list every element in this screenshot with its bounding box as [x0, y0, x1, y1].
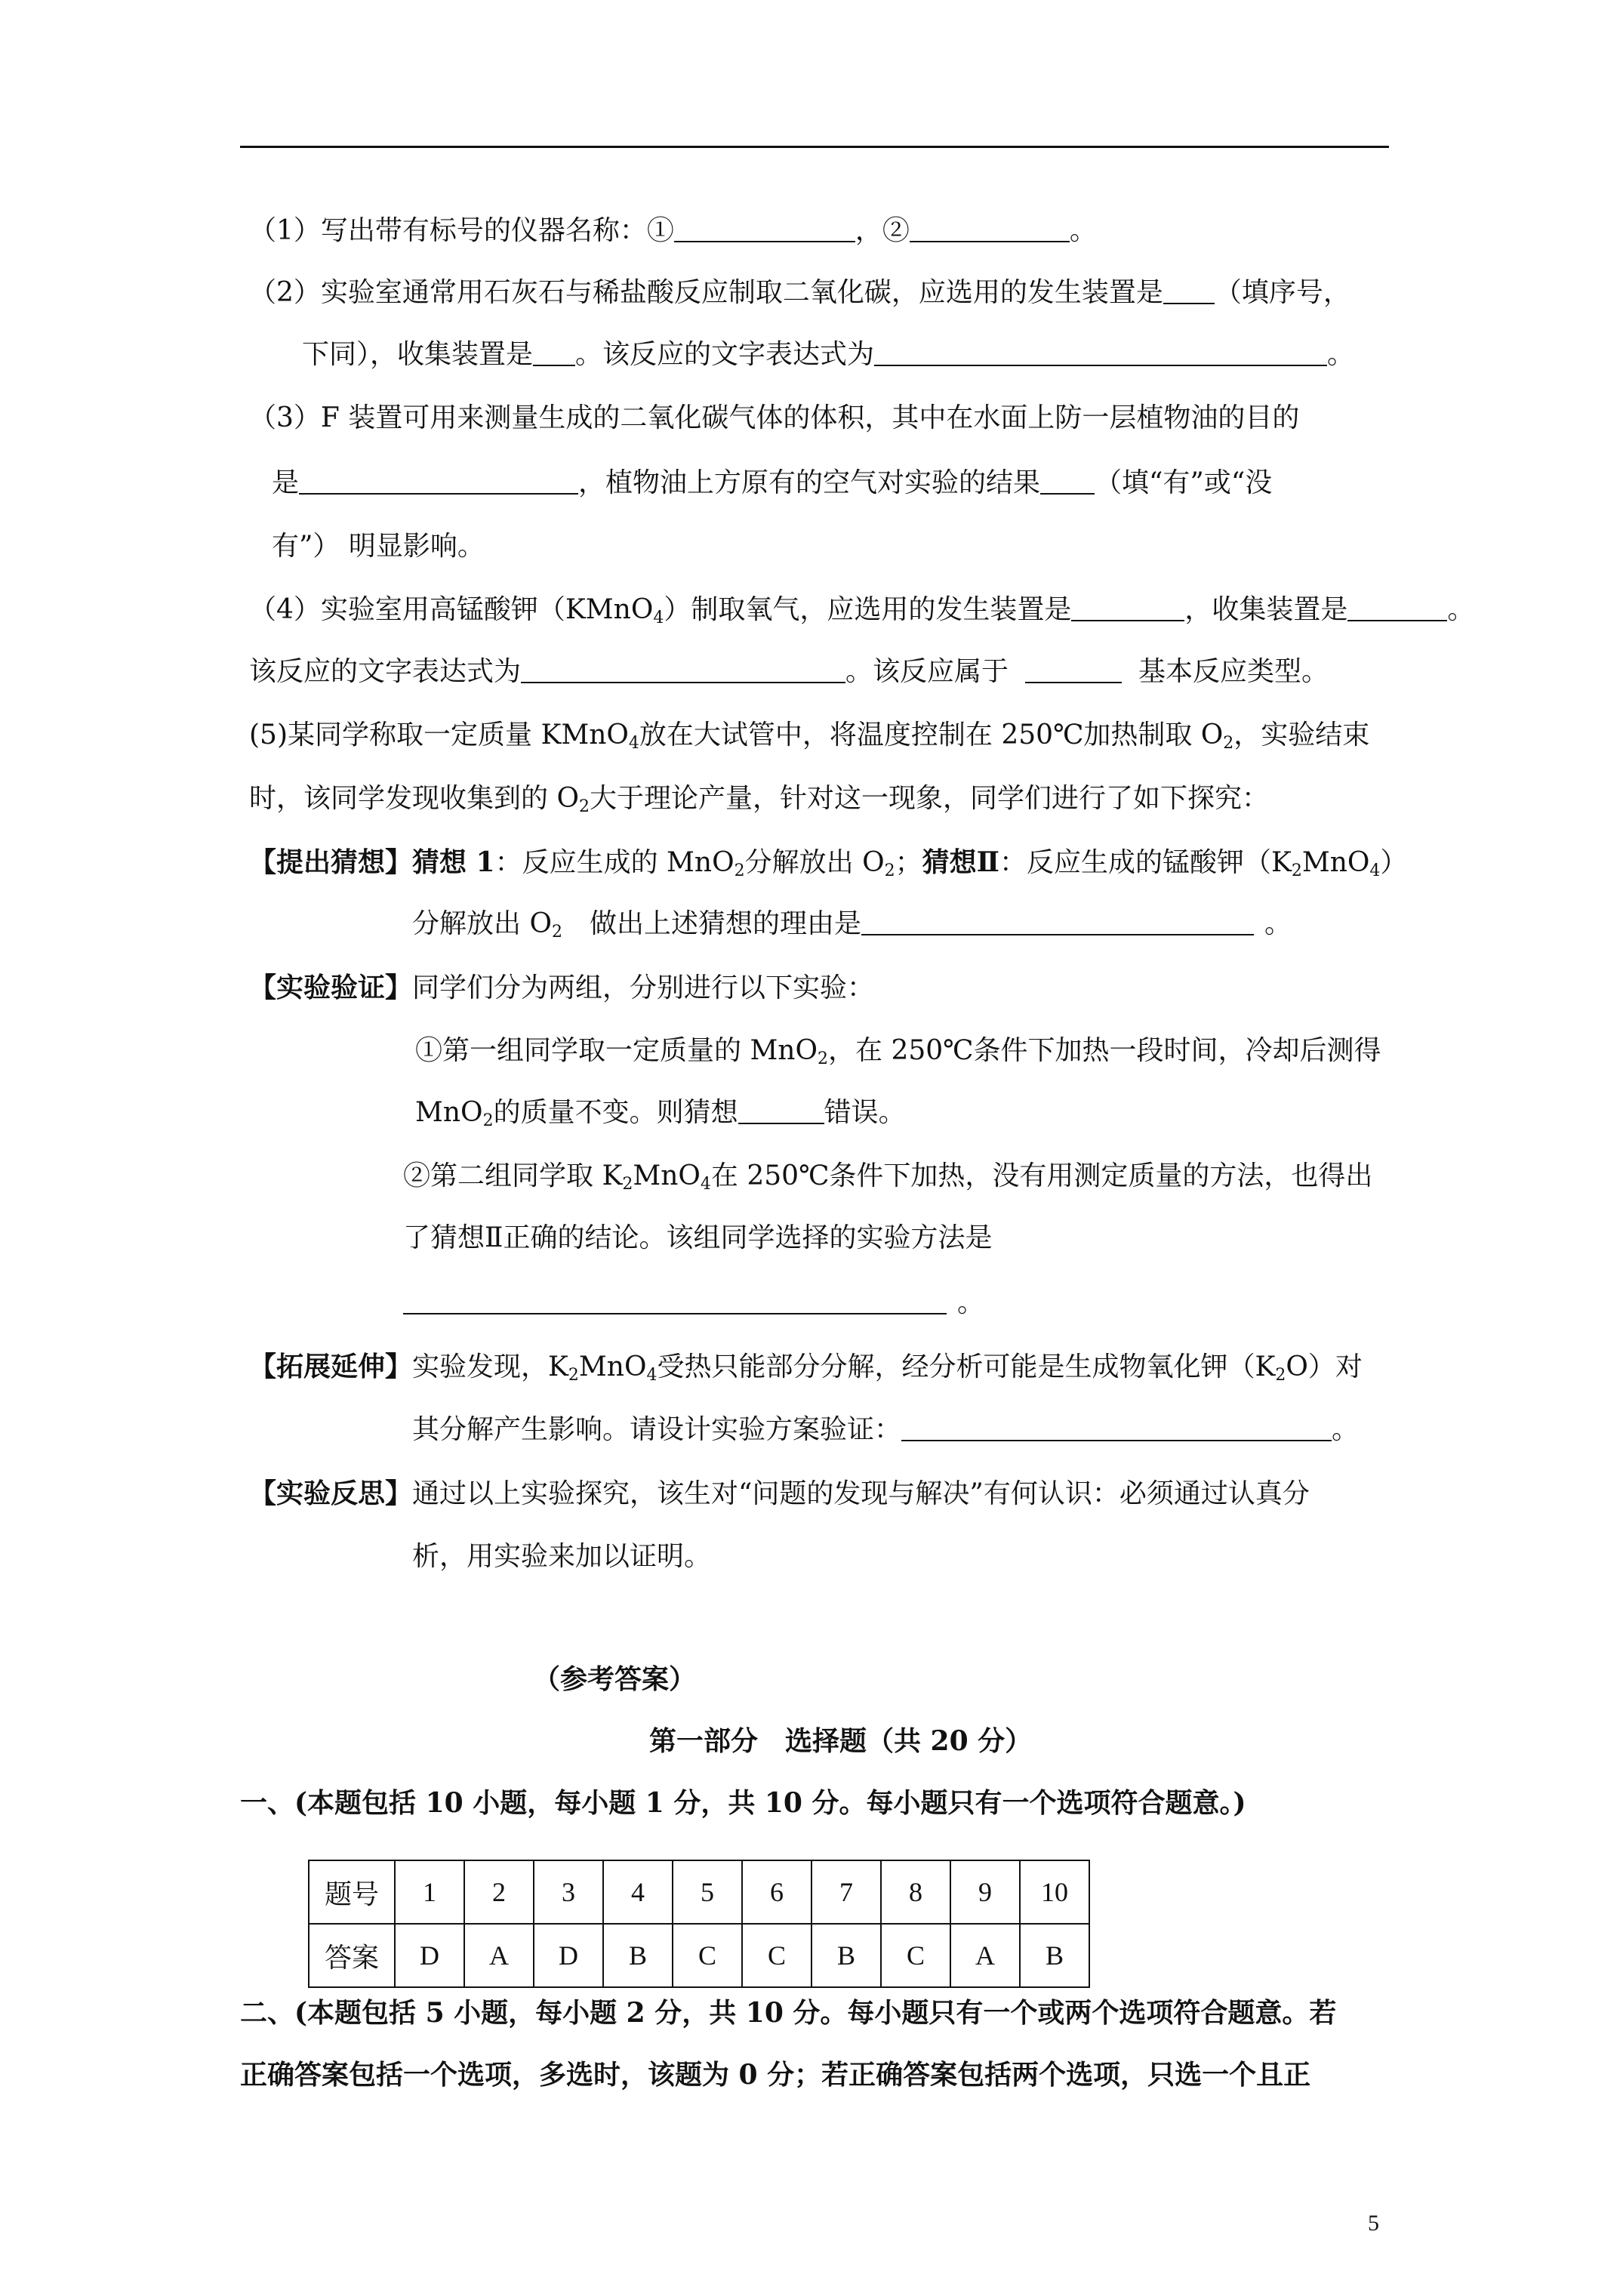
table-cell: 10	[1020, 1860, 1089, 1924]
question-4-line-1: （4）实验室用高锰酸钾（KMnO$_4$）制取氧气，应选用的发生装置是 ，收集装置是 。	[249, 594, 1475, 627]
table-cell: B	[603, 1924, 673, 1987]
verify-group-2-line-2: 了猜想Ⅱ正确的结论。该组同学选择的实验方法是	[403, 1222, 993, 1253]
hypothesis-line-1: 【提出猜想】猜想 1：反应生成的 MnO$_2$分解放出 $O_2$；猜想Ⅱ：反应生成的锰酸钾$(K_2MnO_4)$	[249, 846, 1408, 880]
extend-line-1: 【拓展延伸】实验发现，$K_2MnO_4$受热只能部分分解，经分析可能是生成物氧化钾$(K_2O)$对	[249, 1351, 1363, 1385]
answer-blank	[1163, 276, 1215, 310]
section-2-line-2: 正确答案包括一个选项，多选时，该题为 0 分；若正确答案包括两个选项，只选一个且正	[240, 2059, 1311, 2091]
answer-table	[308, 1860, 1090, 1988]
section-1-heading: 一、(本题包括 10 小题，每小题 1 分，共 10 分。每小题只有一个选项符合题意。)	[240, 1787, 1246, 1819]
table-cell: 7	[812, 1860, 881, 1924]
reflect-line-1: 【实验反思】通过以上实验探究，该生对“问题的发现与解决”有何认识：必须通过认真分	[249, 1478, 1310, 1509]
answer-blank	[521, 655, 845, 689]
table-cell: B	[812, 1924, 881, 1987]
question-2-line-2: 下同），收集装置是 。该反应的文字表达式为 。	[302, 339, 1355, 370]
table-cell: 8	[881, 1860, 950, 1924]
table-cell: A	[464, 1924, 534, 1987]
question-2-line-1: （2）实验室通常用石灰石与稀盐酸反应制取二氧化碳，应选用的发生装置是 （填序号，	[249, 277, 1350, 308]
answer-blank	[861, 908, 1254, 941]
answers-title: （参考答案）	[533, 1663, 697, 1695]
answer-blank	[1025, 655, 1122, 689]
table-cell: A	[950, 1924, 1020, 1987]
answer-blank	[533, 338, 575, 371]
answer-blank	[901, 1413, 1332, 1447]
header-rule	[240, 146, 1389, 148]
table-cell: 3	[534, 1860, 603, 1924]
extend-line-2: 其分解产生影响。请设计实验方案验证： 。	[412, 1414, 1360, 1445]
row-header: 题号	[309, 1860, 395, 1924]
answer-blank	[299, 467, 578, 500]
reflect-line-2: 析，用实验来加以证明。	[412, 1541, 712, 1572]
table-cell: C	[881, 1924, 950, 1987]
section-tag: 【实验验证】	[249, 972, 413, 1003]
question-5-line-2: 时，该同学发现收集到的 $O_2$大于理论产量，针对这一现象，同学们进行了如下探究：	[249, 783, 1269, 816]
answer-blank	[874, 338, 1327, 371]
row-header: 答案	[309, 1924, 395, 1987]
question-3-line-1: （3）F 装置可用来测量生成的二氧化碳气体的体积，其中在水面上防一层植物油的目的	[249, 402, 1300, 433]
section-tag: 【拓展延伸】	[249, 1351, 413, 1382]
question-1: （1）写出带有标号的仪器名称：① ，② 。	[249, 215, 1097, 246]
table-cell: 1	[395, 1860, 464, 1924]
table-cell: D	[534, 1924, 603, 1987]
answer-blank	[738, 1096, 824, 1130]
answer-blank	[1347, 593, 1447, 627]
table-cell: 9	[950, 1860, 1020, 1924]
verify-intro: 【实验验证】同学们分为两组，分别进行以下实验：	[249, 972, 875, 1003]
answer-blank	[403, 1287, 947, 1320]
page-number: 5	[1368, 2211, 1379, 2236]
table-row-answers	[309, 1924, 1089, 1987]
section-tag: 【实验反思】	[249, 1478, 413, 1509]
section-2-line-1: 二、(本题包括 5 小题，每小题 2 分，共 10 分。每小题只有一个或两个选项符合题意。若	[240, 1997, 1337, 2029]
answer-blank	[1040, 467, 1095, 500]
question-3-line-2: 是 ，植物油上方原有的空气对实验的结果 （填“有”或“没	[272, 467, 1273, 498]
verify-group-1-line-2: MnO$_2$的质量不变。则猜想 错误。	[415, 1097, 906, 1130]
question-5-line-1: (5)某同学称取一定质量 KMnO$_4$放在大试管中，将温度控制在 250℃加热制取 $O_2$，实验结束	[249, 720, 1370, 753]
table-cell: 4	[603, 1860, 673, 1924]
table-cell: 5	[673, 1860, 742, 1924]
question-4-line-2: 该反应的文字表达式为 。该反应属于 基本反应类型。	[249, 656, 1329, 687]
table-cell: C	[742, 1924, 812, 1987]
answer-blank	[1071, 593, 1184, 627]
answer-blank	[674, 214, 855, 248]
verify-group-1-line-1: ①第一组同学取一定质量的 MnO$_2$，在 250℃条件下加热一段时间，冷却后测得	[415, 1035, 1381, 1068]
table-cell: B	[1020, 1924, 1089, 1987]
verify-group-2-line-3: 。	[403, 1287, 984, 1320]
table-cell: 6	[742, 1860, 812, 1924]
hypothesis-line-2: 分解放出 $O_2$ 做出上述猜想的理由是 。	[412, 908, 1292, 942]
section-tag: 【提出猜想】	[249, 846, 413, 878]
table-cell: 2	[464, 1860, 534, 1924]
table-cell: C	[673, 1924, 742, 1987]
table-cell: D	[395, 1924, 464, 1987]
answer-blank	[910, 214, 1070, 248]
part-1-heading: 第一部分 选择题（共 20 分）	[649, 1725, 1033, 1757]
verify-group-2-line-1: ②第二组同学取 $K_2MnO_4$在 250℃条件下加热，没有用测定质量的方法，也得出	[403, 1160, 1373, 1194]
table-row-numbers	[309, 1860, 1089, 1924]
question-3-line-3: 有”） 明显影响。	[272, 531, 485, 562]
